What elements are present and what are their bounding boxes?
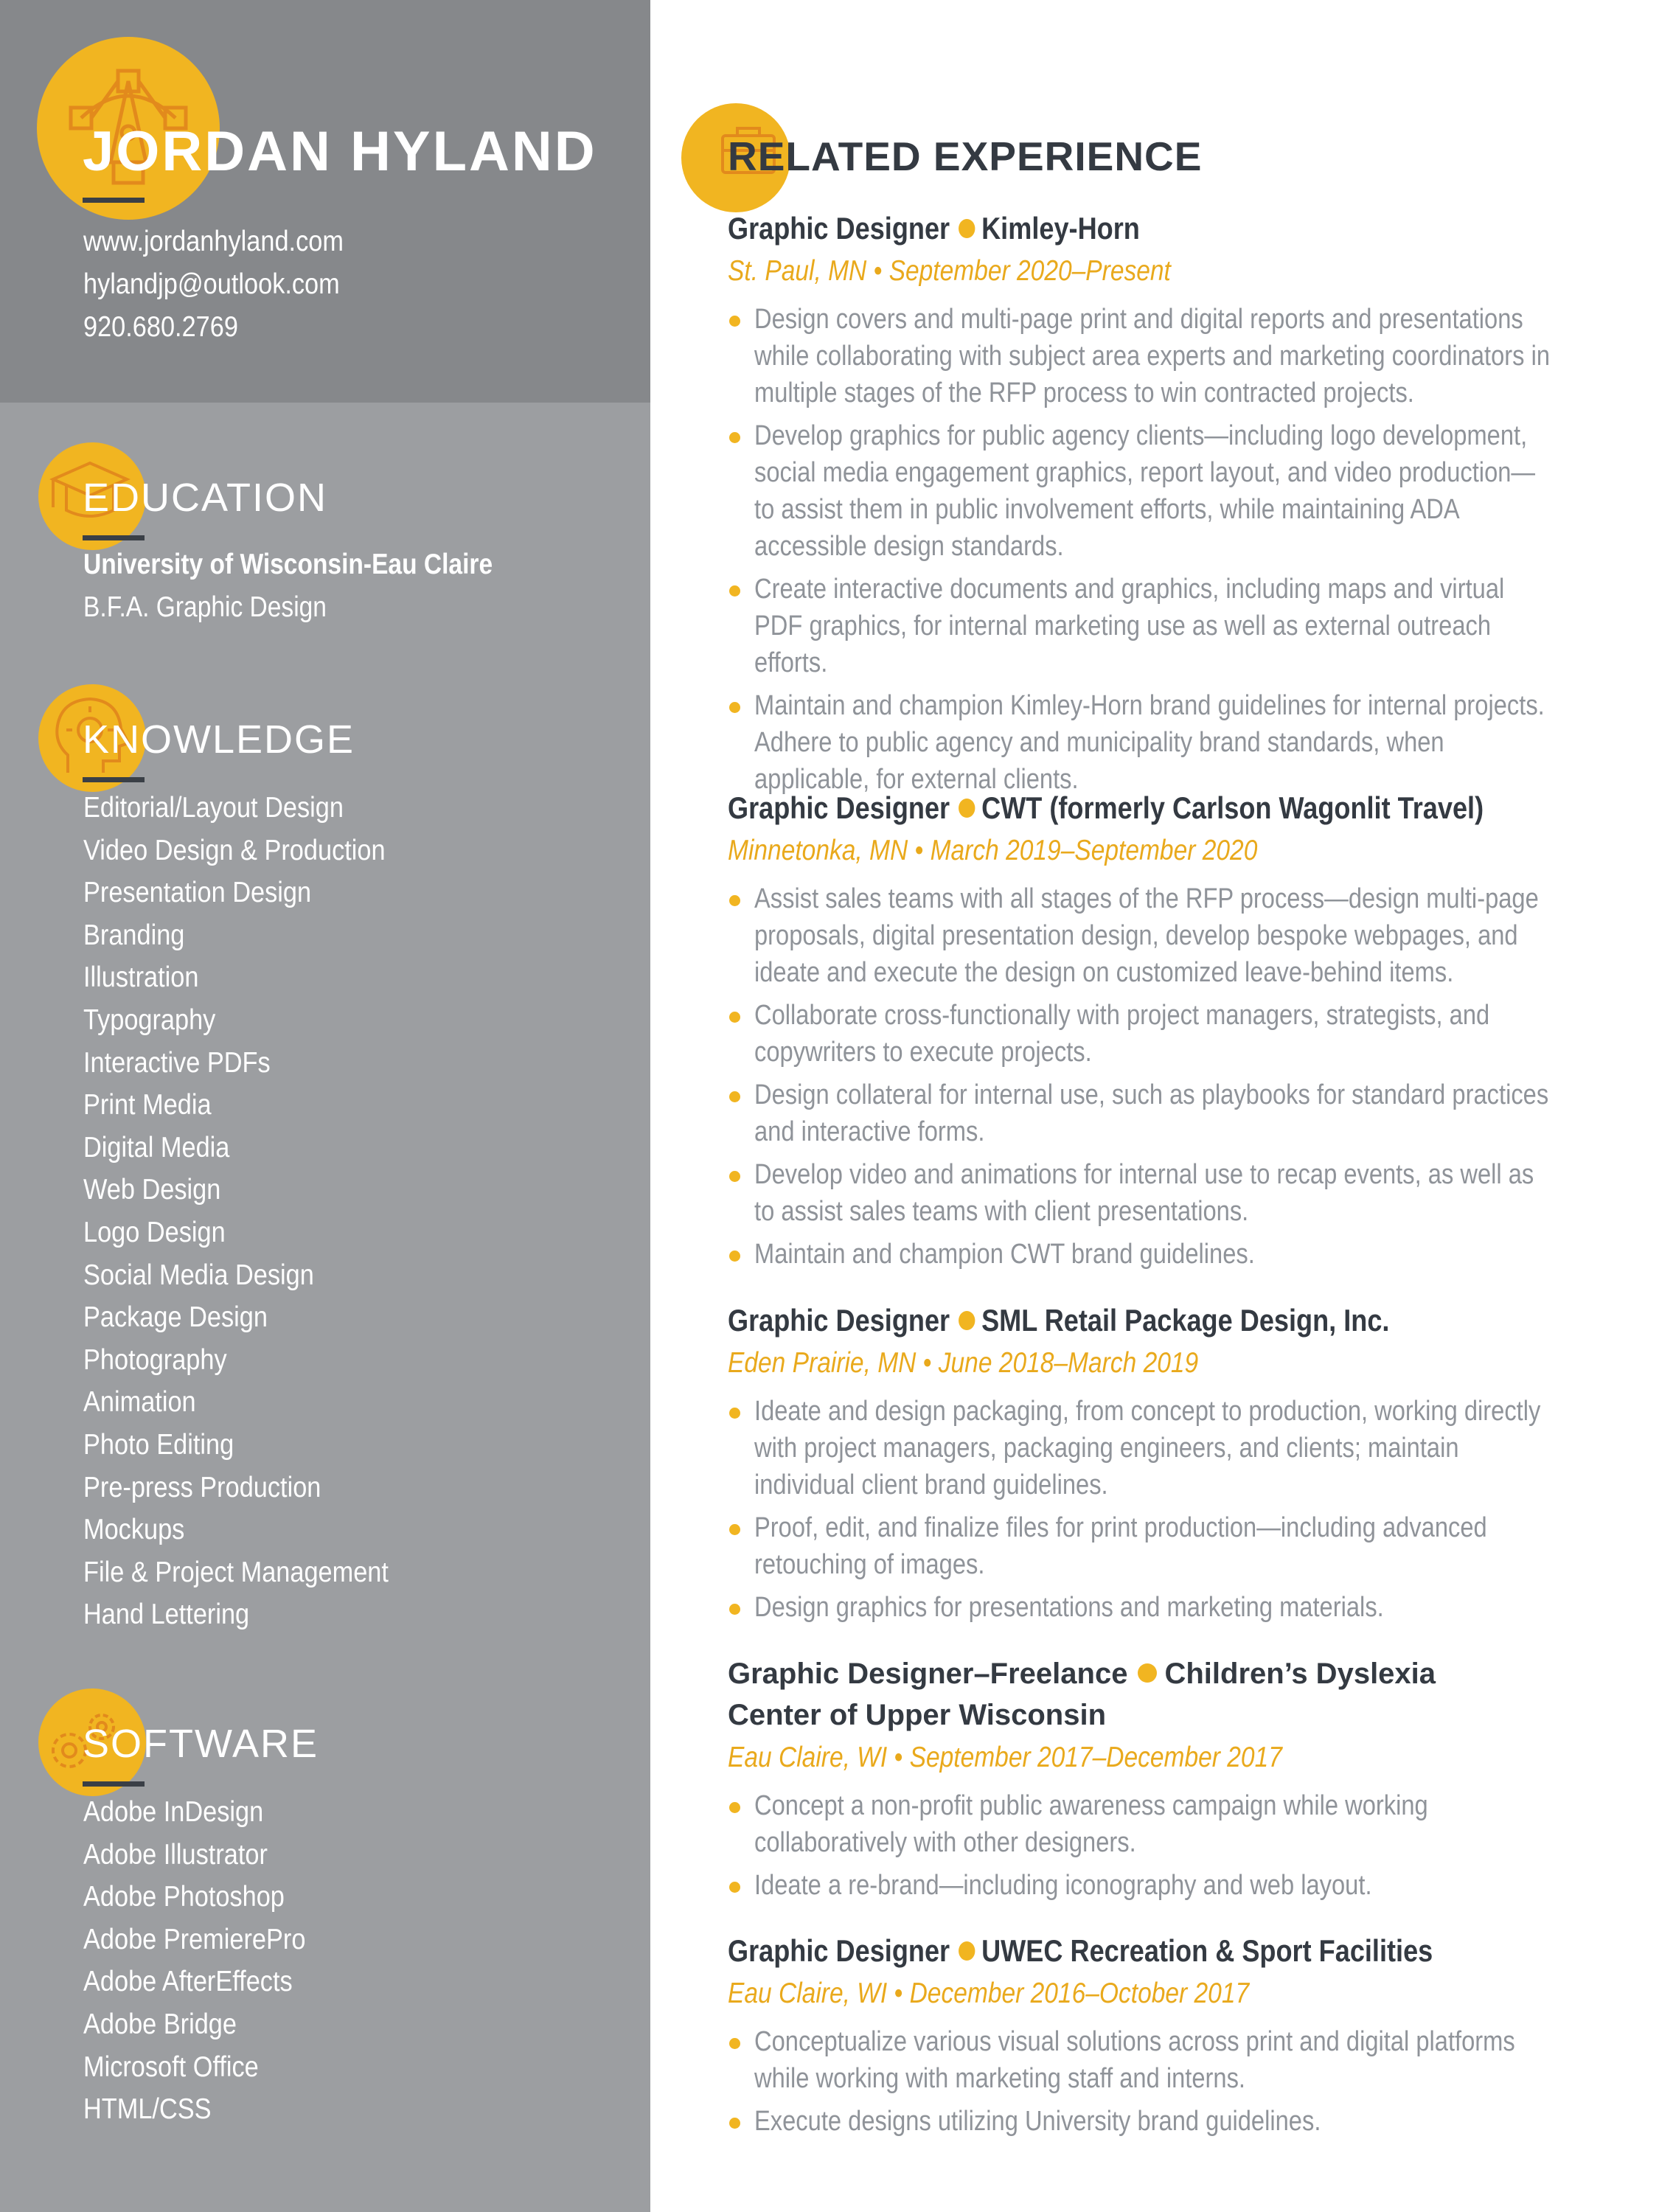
job-heading [728,208,1552,249]
education-underline [83,535,145,540]
job-bullets [728,1393,1605,1626]
list-item: Photography [83,1343,227,1376]
list-item: Maintain and champion Kimley-Horn brand guidelines for internal projects. Adhere to public agency and municipality brand standards, when applicable, for external clients. [728,687,1605,798]
experience-title: RELATED EXPERIENCE [728,133,1203,179]
list-item: Ideate and design packaging, from concept to production, working directly with project managers, packaging engineers, and clients; maintain individual client brand guidelines. [728,1393,1605,1503]
contact-header [0,0,650,403]
email-link[interactable]: hylandjp@outlook.com [83,268,340,300]
job-heading [728,1653,1480,1736]
list-item: Adobe InDesign [83,1796,264,1828]
job-location-dates: Eau Claire, WI • December 2016–October 2017 [728,1978,1250,2009]
separator-dot [959,1311,975,1330]
list-item: Ideate a re-brand—including iconography and web layout. [728,1867,1605,1904]
list-item: Execute designs utilizing University brand guidelines. [728,2103,1605,2140]
knowledge-title: KNOWLEDGE [83,717,355,762]
list-item: Illustration [83,961,199,994]
list-item: Pre-press Production [83,1471,321,1503]
list-item: Branding [83,919,185,951]
job-heading [728,787,1552,829]
job-bullets [728,1787,1605,1904]
list-item: Web Design [83,1174,221,1206]
list-item: Assist sales teams with all stages of the RFP process—design multi-page proposals, digital presentation design, develop bespoke webpages, and ideate and execute the design on customized leave-behind items. [728,880,1605,991]
list-item: Create interactive documents and graphics, including maps and virtual PDF graphics, for internal marketing use as well as external outreach efforts. [728,571,1605,681]
list-item: Animation [83,1386,196,1419]
job-company: Kimley-Horn [981,211,1140,246]
job-role: Graphic Designer [728,211,950,246]
list-item: Conceptualize various visual solutions across print and digital platforms while working with marketing staff and interns. [728,2023,1605,2097]
knowledge-list [83,787,430,1636]
job-company: UWEC Recreation & Sport Facilities [981,1933,1433,1968]
job-company: Children’s Dyslexia Center of Upper Wisconsin [728,1658,1436,1731]
separator-dot [959,219,975,238]
separator-dot [1138,1663,1157,1683]
job-location-dates: Eau Claire, WI • September 2017–December 2017 [728,1742,1282,1773]
job-location-dates: Eden Prairie, MN • June 2018–March 2019 [728,1347,1199,1379]
list-item: Maintain and champion CWT brand guidelines. [728,1236,1605,1273]
list-item: File & Project Management [83,1556,389,1588]
knowledge-underline [83,777,145,782]
job-role: Graphic Designer [728,1933,950,1968]
job-entry [728,1930,1605,2146]
job-role: Graphic Designer [728,790,950,825]
job-entry [728,208,1605,804]
candidate-name: JORDAN HYLAND [83,120,597,183]
software-list [83,1791,336,2131]
list-item: Logo Design [83,1216,226,1248]
list-item: Adobe Illustrator [83,1838,268,1871]
job-heading [728,1930,1552,1972]
separator-dot [959,799,975,818]
name-underline [83,198,145,203]
job-entry [728,787,1605,1279]
list-item: Proof, edit, and finalize files for print production—including advanced retouching of images. [728,1509,1605,1583]
list-item: Print Media [83,1089,212,1121]
job-company: CWT (formerly Carlson Wagonlit Travel) [981,790,1484,825]
list-item: Design collateral for internal use, such as playbooks for standard practices and interactive forms. [728,1077,1605,1150]
list-item: Typography [83,1004,216,1036]
list-item: Adobe AfterEffects [83,1966,293,1998]
school-name: University of Wisconsin-Eau Claire [83,549,493,580]
list-item: Social Media Design [83,1259,314,1291]
separator-dot [959,1941,975,1961]
list-item: Video Design & Production [83,834,386,866]
list-item: Mockups [83,1514,185,1546]
list-item: Adobe Photoshop [83,1881,285,1913]
list-item: Presentation Design [83,877,312,909]
list-item: Adobe PremierePro [83,1923,306,1955]
list-item: HTML/CSS [83,2093,212,2126]
sidebar [0,0,650,2212]
job-bullets [728,301,1605,798]
list-item: Design covers and multi-page print and digital reports and presentations while collaborating with subject area experts and marketing coordinators in multiple stages of the RFP process to win contracted projects. [728,301,1605,411]
job-location-dates: St. Paul, MN • September 2020–Present [728,255,1171,287]
list-item: Microsoft Office [83,2051,259,2083]
job-company: SML Retail Package Design, Inc. [981,1303,1390,1338]
job-role: Graphic Designer–Freelance [728,1658,1128,1690]
job-role: Graphic Designer [728,1303,950,1338]
list-item: Photo Editing [83,1428,234,1461]
job-bullets [728,880,1605,1273]
list-item: Package Design [83,1301,268,1334]
list-item: Hand Lettering [83,1599,250,1631]
software-title: SOFTWARE [83,1722,319,1766]
degree: B.F.A. Graphic Design [83,591,327,623]
list-item: Interactive PDFs [83,1046,271,1079]
job-entry [728,1653,1605,1910]
phone-number: 920.680.2769 [83,311,238,343]
software-underline [83,1781,145,1787]
job-bullets [728,2023,1605,2140]
list-item: Develop video and animations for internal use to recap events, as well as to assist sales teams with client presentations. [728,1156,1605,1230]
website-link[interactable]: www.jordanhyland.com [83,226,344,257]
list-item: Editorial/Layout Design [83,792,344,824]
list-item: Collaborate cross-functionally with project managers, strategists, and copywriters to execute projects. [728,997,1605,1071]
job-entry [728,1300,1605,1632]
list-item: Digital Media [83,1131,230,1164]
list-item: Design graphics for presentations and marketing materials. [728,1589,1605,1626]
list-item: Develop graphics for public agency clients—including logo development, social media engagement graphics, report layout, and video production—to assist them in public involvement efforts, while maintaining ADA accessible design standards. [728,417,1605,565]
job-heading [728,1300,1552,1341]
education-title: EDUCATION [83,476,328,520]
list-item: Adobe Bridge [83,2008,237,2040]
job-location-dates: Minnetonka, MN • March 2019–September 2020 [728,835,1258,866]
list-item: Concept a non-profit public awareness campaign while working collaboratively with other designers. [728,1787,1605,1861]
